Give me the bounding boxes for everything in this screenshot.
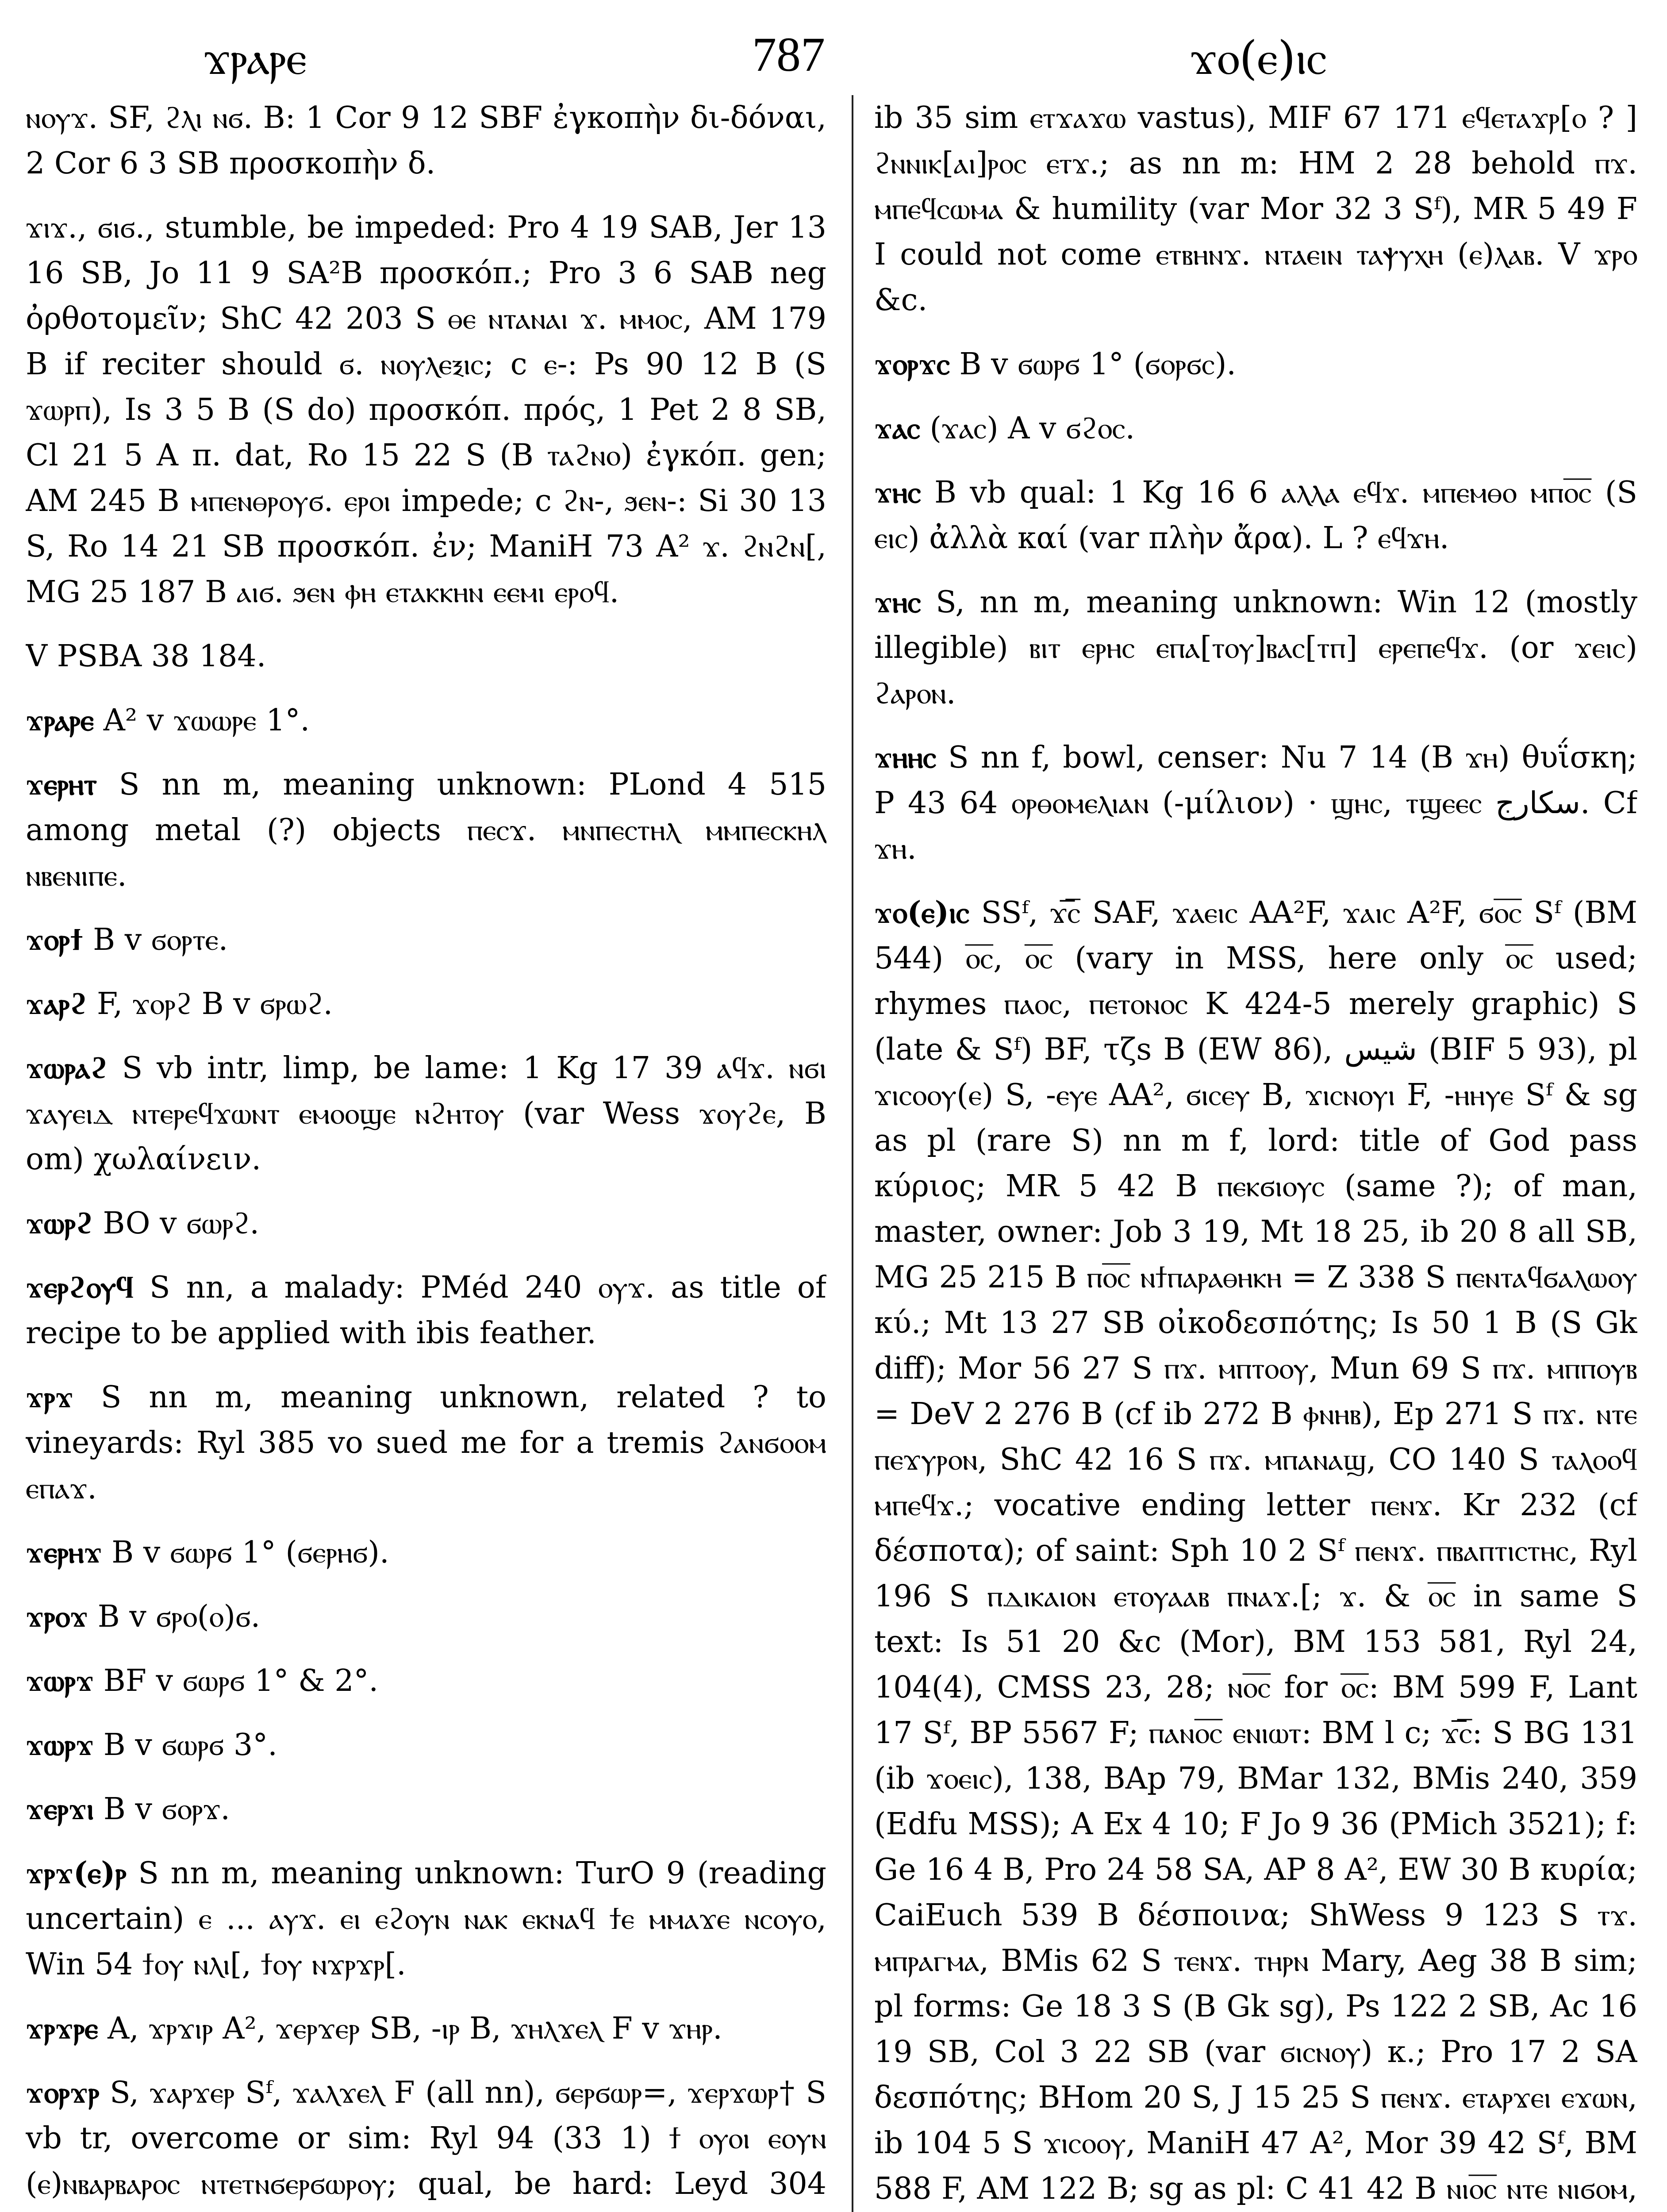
dictionary-entry [26, 1530, 826, 1575]
entry-headword: ϫⲁⲥ [874, 411, 920, 446]
column-divider [852, 95, 853, 2212]
entry-headword: ϫⲉⲣⲏⲧ [26, 767, 97, 802]
entry-text: BO v ϭⲱⲣϩ. [103, 1206, 259, 1241]
entry-headword: ϫⲟ(ⲉ)ⲓⲥ [874, 895, 969, 930]
entry-headword: ϫⲱⲣⲁϩ [26, 1050, 108, 1086]
dictionary-entry [874, 95, 1637, 323]
entry-headword: ϫⲣϫⲣⲉ [26, 2011, 98, 2046]
dictionary-entry [26, 1594, 826, 1640]
dictionary-entry [874, 342, 1637, 387]
entry-headword: ϫⲉⲣϫⲓ [26, 1791, 94, 1827]
entry-text: B v ϭⲱⲣϭ 3°. [103, 1728, 277, 1763]
entry-headword: ϫⲁⲣϩ [26, 986, 88, 1022]
right-column [874, 95, 1637, 2212]
entry-text: S nn, a malady: PMéd 240 ⲟⲩϫ. as title of recipe to be applied with ibis feather. [26, 1270, 826, 1351]
entry-text: B v ϭⲣⲟ(ⲟ)ϭ. [97, 1599, 261, 1634]
dictionary-entry [26, 1786, 826, 1832]
entry-text: B v ϭⲟⲣϫ. [103, 1792, 230, 1827]
entry-headword: ϫⲣⲁⲣⲉ [26, 703, 94, 738]
entry-text: ϫⲓϫ., ϭⲓϭ., stumble, be impeded: Pro 4 19 SAB, Jer 13 16 SB, Jo 11 9 SA²B προσκόπ.; Pro 3 6 SAB neg ὀρθοτομεῖν; ShC 42 203 S ⲑⲉ ⲛⲧⲁⲛⲁⲓ ϫ. ⲙⲙⲟⲥ, AM 179 B if reciter should ϭ. ⲛⲟⲩⲗⲉⲝⲓⲥ; c ⲉ-: Ps 90 12 B (S ϫⲱⲣⲡ), Is 3 5 B (S do) προσκόπ. πρός, 1 Pet 2 8 SB, Cl 21 5 A π. dat, Ro 15 22 S (B ⲧⲁϩⲛⲟ) ἐγκόπ. gen; AM 245 B ⲙⲡⲉⲛⲑⲣⲟⲩϭ. ⲉⲣⲟⲓ impede; c ϩⲛ-, ϧⲉⲛ-: Si 30 13 S, Ro 14 21 SB προσκόπ. ἐν; ManiH 73 A² ϫ. ϩⲛϩⲛ[, MG 25 187 B ⲁⲓϭ. ϧⲉⲛ ⲫⲏ ⲉⲧⲁⲕⲕⲏⲛ ⲉⲉⲙⲓ ⲉⲣⲟϥ. [26, 210, 826, 610]
dictionary-entry [874, 735, 1637, 872]
dictionary-entry [26, 1658, 826, 1704]
entry-headword: ϫⲉⲣⲏϫ [26, 1535, 102, 1570]
entry-headword: ϫⲣⲟϫ [26, 1599, 88, 1634]
running-head-left: ϫⲣⲁⲣⲉ [204, 31, 307, 85]
entry-text: B v ϭⲱⲣϭ 1° (ϭⲉⲣⲏϭ). [111, 1535, 389, 1570]
left-column [26, 95, 826, 2212]
dictionary-entry [26, 2070, 826, 2212]
running-head-right: ϫⲟ(ⲉ)ⲓⲥ [1190, 31, 1327, 85]
dictionary-entry [26, 981, 826, 1027]
dictionary-entry [26, 762, 826, 899]
entry-text: BF v ϭⲱⲣϭ 1° & 2°. [103, 1663, 379, 1698]
entry-headword: ϫⲉⲣϩⲟⲩϥ [26, 1270, 134, 1305]
entry-headword: ϫⲏⲏⲥ [874, 740, 937, 775]
entry-text: S nn m, meaning unknown, related ? to vineyards: Ryl 385 vo sued me for a tremis ϩⲁⲛϭⲟⲟⲙ ⲉⲡⲁϫ. [26, 1380, 826, 1506]
entry-text: A² v ϫⲱⲱⲣⲉ 1°. [103, 703, 310, 738]
entry-text: V PSBA 38 184. [26, 639, 266, 674]
dictionary-entry [26, 698, 826, 743]
dictionary-entry [26, 2006, 826, 2051]
dictionary-entry [874, 406, 1637, 451]
dictionary-entry [874, 580, 1637, 716]
entry-text: B vb qual: 1 Kg 16 6 ⲁⲗⲗⲁ ⲉϥϫ. ⲙⲡⲉⲙⲑⲟ ⲙⲡⲟ̅ⲥ̅ (S ⲉⲓⲥ) ἀλλὰ καί (var πλὴν ἄρα). L ? ⲉϥϫⲏ. [874, 475, 1637, 556]
entry-headword: ϫⲏⲥ [874, 584, 921, 620]
entry-headword: ϫⲱⲣϩ [26, 1206, 93, 1241]
entry-text: A, ϫⲣϫⲓⲣ A², ϫⲉⲣϫⲉⲣ SB, -ⲓⲣ B, ϫⲏⲗϫⲉⲗ F v ϫⲏⲣ. [108, 2011, 722, 2046]
dictionary-entry [874, 470, 1637, 561]
entry-text: B v ϭⲱⲣϭ 1° (ϭⲟⲣϭⲥ). [959, 347, 1237, 382]
entry-headword: ϫⲏⲥ [874, 475, 921, 510]
entry-text: (ϫⲁⲥ) A v ϭϩⲟⲥ. [930, 411, 1135, 446]
entry-text: ib 35 sim ⲉⲧϫⲁϫⲱ vastus), MIF 67 171 ⲉϥⲉⲧⲁϫⲣ[ⲟ ? ] ϩⲛⲛⲓⲕ[ⲁⲓ]ⲣⲟⲥ ⲉⲧϫ.; as nn m: HM 2 28 behold ⲡϫ. ⲙⲡⲉϥⲥⲱⲙⲁ & humility (var Mor 32 3 Sᶠ), MR 5 49 F I could not come ⲉⲧⲃⲏⲛϫ. ⲛⲧⲁⲉⲓⲛ ⲧⲁⲯⲩⲭⲏ (ⲉ)ⲗⲁⲃ. V ϫⲣⲟ &c. [874, 100, 1637, 318]
entry-text: S nn m, meaning unknown: PLond 4 515 among metal (?) objects ⲡⲉⲥϫ. ⲙⲛⲡⲉⲥⲧⲏⲗ ⲙⲙⲡⲉⲥⲕⲏⲗ ⲛⲃⲉⲛⲓⲡⲉ. [26, 767, 826, 893]
page-number: 787 [752, 27, 825, 81]
entry-text: SSᶠ, ϫ̅ⲥ̅ SAF, ϫⲁⲉⲓⲥ AA²F, ϫⲁⲓⲥ A²F, ϭⲟ̅ⲥ̅ Sᶠ (BM 544) ⲟ̅ⲥ̅, ⲟ̅ⲥ̅ (vary in MSS, here only ⲟ̅ⲥ̅ used; rhymes ⲡⲁⲟⲥ, ⲡⲉⲧⲟⲛⲟⲥ K 424-5 merely graphic) S (late & Sᶠ) BF, τζs B (EW 86), شيس (BIF 5 93), pl ϫⲓⲥⲟⲟⲩ(ⲉ) S, -ⲉⲩⲉ AA², ϭⲓⲥⲉⲩ B, ϫⲓⲥⲛⲟⲩⲓ F, -ⲏⲏⲩⲉ Sᶠ & sg as pl (rare S) nn m f, lord: title of God pass κύριος; MR 5 42 B ⲡⲉⲕϭⲓⲟⲩⲥ (same ?); of man, master, owner: Job 3 19, Mt 18 25, ib 20 8 all SB, MG 25 215 B ⲡⲟ̅ⲥ̅ ⲛϯⲡⲁⲣⲁⲑⲏⲕⲏ = Z 338 S ⲡⲉⲛⲧⲁϥϭⲁⲗⲱⲟⲩ κύ.; Mt 13 27 SB οἰκοδεσπότης; Is 50 1 B (S Gk diff); Mor 56 27 S ⲡϫ. ⲙⲡⲧⲟⲟⲩ, Mun 69 S ⲡϫ. ⲙⲡⲡⲟⲩⲃ = DeV 2 276 B (cf ib 272 B ⲫⲛⲏⲃ), Ep 271 S ⲡϫ. ⲛⲧⲉ ⲡⲉϫⲩⲣⲟⲛ, ShC 42 16 S ⲡϫ. ⲙⲡⲁⲛⲁϣ, CO 140 S ⲧⲁⲗⲟⲟϥ ⲙⲡⲉϥϫ.; vocative ending letter ⲡⲉⲛϫ. Kr 232 (cf δέσποτα); of saint: Sph 10 2 Sᶠ ⲡⲉⲛϫ. ⲡⲃⲁⲡⲧⲓⲥⲧⲏⲥ, Ryl 196 S ⲡⲇⲓⲕⲁⲓⲟⲛ ⲉⲧⲟⲩⲁⲁⲃ ⲡⲛⲁϫ.[; ϫ. & ⲟ̅ⲥ̅ in same S text: Is 51 20 &c (Mor), BM 153 581, Ryl 24, 104(4), CMSS 23, 28; ⲛⲟ̅ⲥ̅ for ⲟ̅ⲥ̅: BM 599 F, Lant 17 Sᶠ, BP 5567 F; ⲡⲁⲛⲟ̅ⲥ̅ ⲉⲛⲓⲱⲧ: BM l c; ϫ̅ⲥ̅: S BG 131 (ib ϫⲟⲉⲓⲥ), 138, BAp 79, BMar 132, BMis 240, 359 (Edfu MSS); A Ex 4 10; F Jo 9 36 (PMich 3521); f: Ge 16 4 B, Pro 24 58 SA, AP 8 A², EW 30 B κυρία; CaiEuch 539 B δέσποινα; ShWess 9 123 S ⲧϫ. ⲙⲡⲣⲁⲅⲙⲁ, BMis 62 S ⲧⲉⲛϫ. ⲧⲏⲣⲛ Mary, Aeg 38 B sim; pl forms: Ge 18 3 S (B Gk sg), Ps 122 2 SB, Ac 16 19 SB, Col 3 22 SB (var ϭⲓⲥⲛⲟⲩ) κ.; Pro 17 2 SA δεσπότης; BHom 20 S, J 15 25 S ⲡⲉⲛϫ. ⲉⲧⲁⲣϫⲉⲓ ⲉϫⲱⲛ, ib 104 5 S ϫⲓⲥⲟⲟⲩ, ManiH 47 A², Mor 39 42 Sᶠ, BM 588 F, AM 122 B; sg as pl: C 41 42 B ⲛⲓⲟ̅ⲥ̅ ⲛⲧⲉ ⲛⲓϭⲟⲙ, [874, 895, 1637, 2206]
entry-headword: ϫⲱⲣϫ [26, 1727, 94, 1763]
dictionary-entry [26, 1045, 826, 1182]
entry-headword: ϫⲣϫ [26, 1379, 73, 1415]
dictionary-entry [26, 205, 826, 615]
dictionary-entry [26, 1201, 826, 1246]
dictionary-entry [26, 1851, 826, 1987]
entry-text: ⲛⲟⲩϫ. SF, ϩⲗⲓ ⲛϭ. B: 1 Cor 9 12 SBF ἐγκοπὴν δι-δόναι, 2 Cor 6 3 SB προσκοπὴν δ. [26, 100, 826, 181]
entry-headword: ϫⲣϫ(ⲉ)ⲣ [26, 1855, 127, 1891]
entry-text: S nn f, bowl, censer: Nu 7 14 (B ϫⲏ) θυΐσκη; P 43 64 ⲟⲣⲑⲟⲙⲉⲗⲓⲁⲛ (-μίλιον) · ϣⲏⲥ, ⲧϣⲉⲉⲥ سكارج. Cf ϫⲏ. [874, 740, 1637, 866]
entry-headword: ϫⲟⲣϫⲣ [26, 2075, 100, 2110]
entry-headword: ϫⲱⲣϫ [26, 1663, 94, 1698]
dictionary-entry [26, 917, 826, 963]
entry-text: S nn m, meaning unknown: TurO 9 (reading uncertain) ⲉ ... ⲁⲩϫ. ⲉⲓ ⲉϩⲟⲩⲛ ⲛⲁⲕ ⲉⲕⲛⲁϥ ϯⲉ ⲙⲙⲁϫⲉ ⲛⲥⲟⲩⲟ, Win 54 ϯⲟⲩ ⲛⲗⲓ[, ϯⲟⲩ ⲛϫⲣϫⲣ[. [26, 1856, 826, 1982]
dictionary-entry [874, 890, 1637, 2212]
entry-text: F, ϫⲟⲣϩ B v ϭⲣⲱϩ. [97, 987, 333, 1022]
dictionary-entry [26, 1265, 826, 1356]
entry-headword: ϫⲟⲣϯ [26, 922, 84, 957]
dictionary-entry [26, 95, 826, 186]
entry-headword: ϫⲟⲣϫⲥ [874, 346, 950, 382]
entry-text: S vb intr, limp, be lame: 1 Kg 17 39 ⲁϥϫ. ⲛϭⲓ ϫⲁⲩⲉⲓⲇ ⲛⲧⲉⲣⲉϥϫⲱⲛⲧ ⲉⲙⲟⲟϣⲉ ⲛϩⲏⲧⲟⲩ (var Wess ϫⲟⲩϩⲉ, B om) χωλαίνειν. [26, 1051, 826, 1177]
entry-text: B v ϭⲟⲣⲧⲉ. [93, 922, 228, 957]
entry-text: S, ϫⲁⲣϫⲉⲣ Sᶠ, ϫⲁⲗϫⲉⲗ F (all nn), ϭⲉⲣϭⲱⲣ=, ϫⲉⲣϫⲱⲣ† S vb tr, overcome or sim: Ryl 94 (33 1) ϯ ⲟⲩⲟⲓ ⲉⲟⲩⲛ (ⲉ)ⲛⲃⲁⲣⲃⲁⲣⲟⲥ ⲛⲧⲉⲧⲛϭⲉⲣϭⲱⲣⲟⲩ; qual, be hard: Leyd 304 [26, 2075, 826, 2201]
entry-text: S, nn m, meaning unknown: Win 12 (mostly illegible) ⲃⲓⲧ ⲉⲣⲏⲥ ⲉⲡⲁ[ⲧⲟⲩ]ⲃⲁⲥ[ⲧⲡ] ⲉⲣⲉⲡⲉϥϫ. (or ϫⲉⲓⲥ) ϩⲁⲣⲟⲛ. [874, 585, 1637, 711]
dictionary-entry [26, 634, 826, 679]
dictionary-entry [26, 1375, 826, 1511]
dictionary-entry [26, 1722, 826, 1768]
